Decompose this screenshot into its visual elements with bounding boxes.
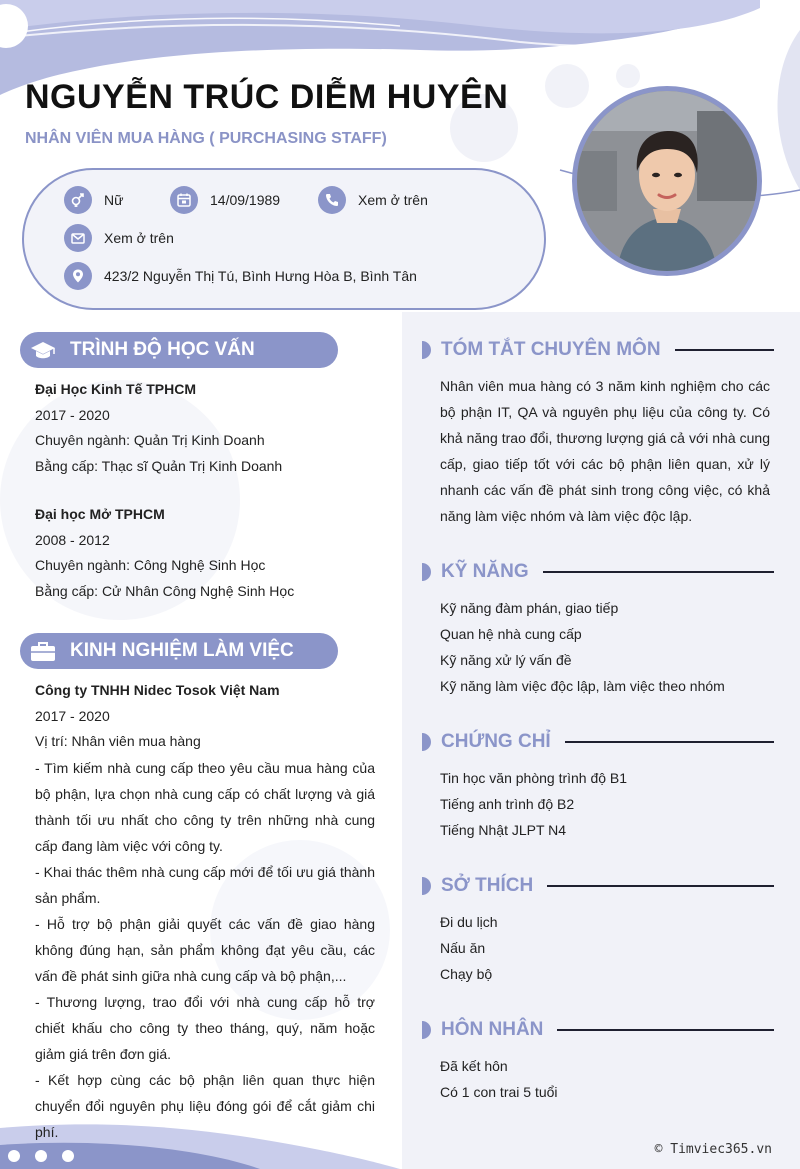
heading-marker — [422, 1021, 431, 1039]
list-item: Nấu ăn — [440, 940, 486, 956]
graduation-cap-icon — [30, 339, 56, 361]
marriage-heading — [422, 1018, 774, 1042]
school-name: Đại Học Kinh Tế TPHCM — [35, 381, 197, 397]
heading-rule — [547, 885, 774, 887]
certificates-heading — [422, 730, 774, 754]
skills-list — [440, 595, 770, 699]
address-value: 423/2 Nguyễn Thị Tú, Bình Hưng Hòa B, Bình Tân — [104, 268, 417, 284]
email-value: Xem ở trên — [104, 230, 174, 246]
briefcase-icon — [30, 640, 56, 662]
heading-marker — [422, 877, 431, 895]
marriage-heading-text: HÔN NHÂN — [441, 1019, 544, 1040]
company-years: 2017 - 2020 — [35, 707, 110, 724]
profile-photo — [572, 86, 762, 276]
list-item: Kỹ năng đàm phán, giao tiếp — [440, 600, 619, 616]
footer-credit: © Timviec365.vn — [654, 1142, 772, 1157]
contact-gender — [64, 186, 123, 214]
marriage-list — [440, 1053, 770, 1105]
duty-item: - Kết hợp cùng các bộ phận liên quan thực hiện chuyển đổi nguyên phụ liệu đóng gói để cắt giảm chi phí. — [35, 1071, 375, 1140]
heading-marker — [422, 341, 431, 359]
school-degree: Bằng cấp: Thạc sĩ Quản Trị Kinh Doanh — [35, 457, 283, 474]
duty-item: - Thương lượng, trao đổi với nhà cung cấp hỗ trợ chiết khấu cho công ty theo tháng, quý, năm hoặc giảm giá trên đơn giá. — [35, 993, 375, 1062]
education-item-2 — [35, 502, 375, 604]
heading-rule — [675, 349, 774, 351]
calendar-icon — [170, 186, 198, 214]
skills-heading-text: KỸ NĂNG — [441, 561, 529, 582]
gender-value: Nữ — [104, 192, 124, 208]
phone-icon — [318, 186, 346, 214]
hobbies-heading-text: SỞ THÍCH — [441, 875, 534, 896]
summary-heading-text: TÓM TẮT CHUYÊN MÔN — [441, 339, 661, 360]
list-item: Đã kết hôn — [440, 1058, 508, 1074]
heading-marker — [422, 733, 431, 751]
school-major: Chuyên ngành: Quản Trị Kinh Doanh — [35, 432, 265, 448]
skills-heading — [422, 560, 774, 584]
gender-icon — [64, 186, 92, 214]
job-position: Vị trí: Nhân viên mua hàng — [35, 733, 201, 749]
school-years: 2008 - 2012 — [35, 531, 110, 548]
summary-section — [440, 373, 770, 529]
contact-phone — [318, 186, 428, 214]
school-major: Chuyên ngành: Công Nghệ Sinh Học — [35, 557, 266, 573]
contact-birthday — [170, 186, 280, 214]
company-name: Công ty TNHH Nidec Tosok Việt Nam — [35, 682, 280, 698]
mail-icon — [64, 224, 92, 252]
school-years: 2017 - 2020 — [35, 406, 110, 423]
education-heading-text: TRÌNH ĐỘ HỌC VẤN — [70, 339, 255, 360]
education-item-1 — [35, 377, 375, 479]
contact-address — [64, 262, 417, 290]
list-item: Kỹ năng xử lý vấn đề — [440, 652, 572, 668]
summary-heading — [422, 338, 774, 362]
phone-value: Xem ở trên — [358, 192, 428, 208]
duty-item: - Tìm kiếm nhà cung cấp theo yêu cầu mua hàng của bộ phận, lựa chọn nhà cung cấp có chất lượng và giá thành tối ưu nhất cho công ty trên những nhà cung cấp đang làm việc với công ty. — [35, 759, 375, 854]
list-item: Có 1 con trai 5 tuổi — [440, 1084, 558, 1100]
heading-marker — [422, 563, 431, 581]
list-item: Tiếng anh trình độ B2 — [440, 796, 575, 812]
duty-item: - Khai thác thêm nhà cung cấp mới để tối ưu giá thành sản phẩm. — [35, 863, 375, 906]
job-title: NHÂN VIÊN MUA HÀNG ( PURCHASING STAFF) — [25, 130, 387, 147]
heading-rule — [557, 1029, 774, 1031]
heading-rule — [543, 571, 774, 573]
duty-item: - Hỗ trợ bộ phận giải quyết các vấn đề giao hàng không đúng hạn, sản phẩm không đạt yêu cầu, các vấn đề phát sinh giữa nhà cung cấp và bộ phận,... — [35, 915, 375, 984]
list-item: Tiếng Nhật JLPT N4 — [440, 822, 567, 838]
contact-email — [64, 224, 174, 252]
candidate-name: NGUYỄN TRÚC DIỄM HUYÊN — [25, 78, 509, 116]
school-degree: Bằng cấp: Cử Nhân Công Nghệ Sinh Học — [35, 582, 295, 599]
heading-rule — [565, 741, 774, 743]
certificates-list — [440, 765, 770, 843]
contact-info-box — [22, 168, 546, 310]
experience-heading — [20, 633, 338, 669]
certificates-heading-text: CHỨNG CHỈ — [441, 731, 551, 752]
list-item: Đi du lịch — [440, 914, 498, 930]
hobbies-list — [440, 909, 770, 987]
experience-item — [35, 678, 375, 1145]
hobbies-heading — [422, 874, 774, 898]
list-item: Chạy bộ — [440, 966, 493, 982]
experience-heading-text: KINH NGHIỆM LÀM VIỆC — [70, 640, 294, 661]
list-item: Quan hệ nhà cung cấp — [440, 626, 582, 642]
location-pin-icon — [64, 262, 92, 290]
list-item: Kỹ năng làm việc độc lập, làm việc theo nhóm — [440, 678, 725, 694]
education-heading — [20, 332, 338, 368]
summary-text: Nhân viên mua hàng có 3 năm kinh nghiệm cho các bộ phận IT, QA và nguyên phụ liệu của công ty. Có khả năng trao đổi, thương lượng giá cả với nhà cung cấp, giao tiếp tốt với các bộ phận liên quan, xử lý nhanh các vấn đề phát sinh trong công việc, có khả năng làm việc nhóm và làm việc độc lập. — [440, 378, 770, 524]
birthday-value: 14/09/1989 — [210, 192, 281, 208]
school-name: Đại học Mở TPHCM — [35, 506, 165, 522]
list-item: Tin học văn phòng trình độ B1 — [440, 770, 628, 786]
